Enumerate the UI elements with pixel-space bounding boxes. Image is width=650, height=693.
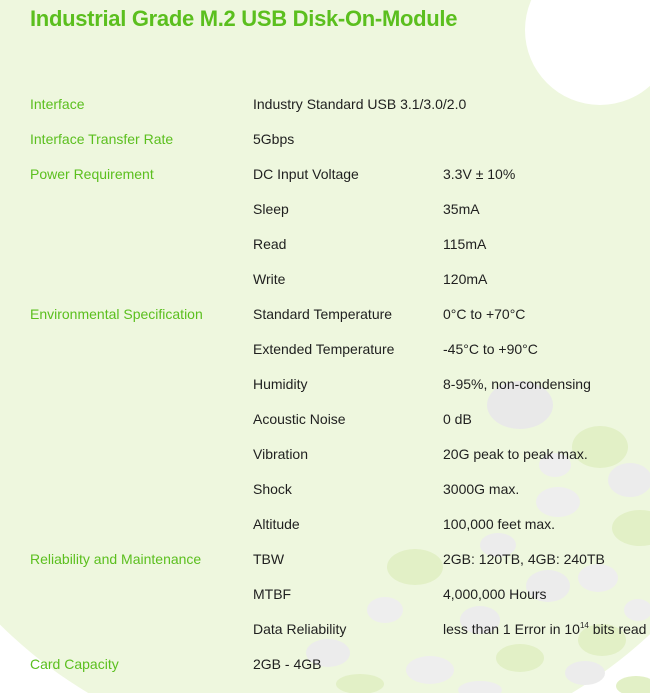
page-title: Industrial Grade M.2 USB Disk-On-Module xyxy=(30,6,458,31)
spec-value: Industry Standard USB 3.1/3.0/2.0 xyxy=(253,96,467,112)
spec-parameter: Sleep xyxy=(253,201,289,217)
spec-value: 0°C to +70°C xyxy=(443,306,526,322)
spec-row xyxy=(0,367,650,402)
spec-value: 0 dB xyxy=(443,411,472,427)
spec-value-exponent: 14 xyxy=(579,621,589,630)
spec-row xyxy=(0,297,650,332)
spec-parameter: Shock xyxy=(253,481,292,497)
spec-category: Interface Transfer Rate xyxy=(30,131,174,147)
spec-row xyxy=(0,157,650,192)
spec-value xyxy=(443,612,646,647)
spec-table xyxy=(0,87,650,682)
spec-row xyxy=(0,507,650,542)
spec-parameter: MTBF xyxy=(253,586,292,602)
spec-parameter: Standard Temperature xyxy=(253,306,393,322)
spec-row xyxy=(0,87,650,122)
spec-value: 2GB: 120TB, 4GB: 240TB xyxy=(443,551,605,567)
spec-parameter: Read xyxy=(253,236,287,252)
spec-value: 20G peak to peak max. xyxy=(443,446,588,462)
spec-row xyxy=(0,577,650,612)
spec-parameter: Data Reliability xyxy=(253,621,347,637)
spec-value: 3000G max. xyxy=(443,481,520,497)
spec-row xyxy=(0,227,650,262)
spec-row xyxy=(0,612,650,647)
spec-parameter: Acoustic Noise xyxy=(253,411,346,427)
spec-parameter: Vibration xyxy=(253,446,309,462)
spec-row xyxy=(0,122,650,157)
spec-row xyxy=(0,332,650,367)
spec-parameter: TBW xyxy=(253,551,285,567)
spec-value-suffix: bits read xyxy=(588,621,647,637)
spec-value: 35mA xyxy=(443,201,480,217)
spec-value: 5Gbps xyxy=(253,131,295,147)
spec-row xyxy=(0,437,650,472)
spec-parameter: Extended Temperature xyxy=(253,341,395,357)
spec-value: 100,000 feet max. xyxy=(443,516,556,532)
spec-row xyxy=(0,262,650,297)
spec-row xyxy=(0,402,650,437)
spec-category: Card Capacity xyxy=(30,656,119,672)
spec-value: 2GB - 4GB xyxy=(253,656,322,672)
spec-value-prefix: less than 1 Error in 10 xyxy=(443,621,580,637)
spec-value: -45°C to +90°C xyxy=(443,341,538,357)
spec-category: Reliability and Maintenance xyxy=(30,551,202,567)
spec-parameter: Humidity xyxy=(253,376,308,392)
spec-value: 115mA xyxy=(443,236,487,252)
spec-parameter: Altitude xyxy=(253,516,300,532)
spec-row xyxy=(0,192,650,227)
spec-value: 4,000,000 Hours xyxy=(443,586,547,602)
spec-category: Interface xyxy=(30,96,85,112)
spec-value: 3.3V ± 10% xyxy=(443,166,516,182)
spec-row xyxy=(0,647,650,682)
spec-category: Environmental Specification xyxy=(30,306,203,322)
spec-value: 120mA xyxy=(443,271,488,287)
spec-category: Power Requirement xyxy=(30,166,154,182)
spec-parameter: DC Input Voltage xyxy=(253,166,359,182)
spec-parameter: Write xyxy=(253,271,286,287)
spec-row xyxy=(0,542,650,577)
spec-value: 8-95%, non-condensing xyxy=(443,376,591,392)
spec-row xyxy=(0,472,650,507)
